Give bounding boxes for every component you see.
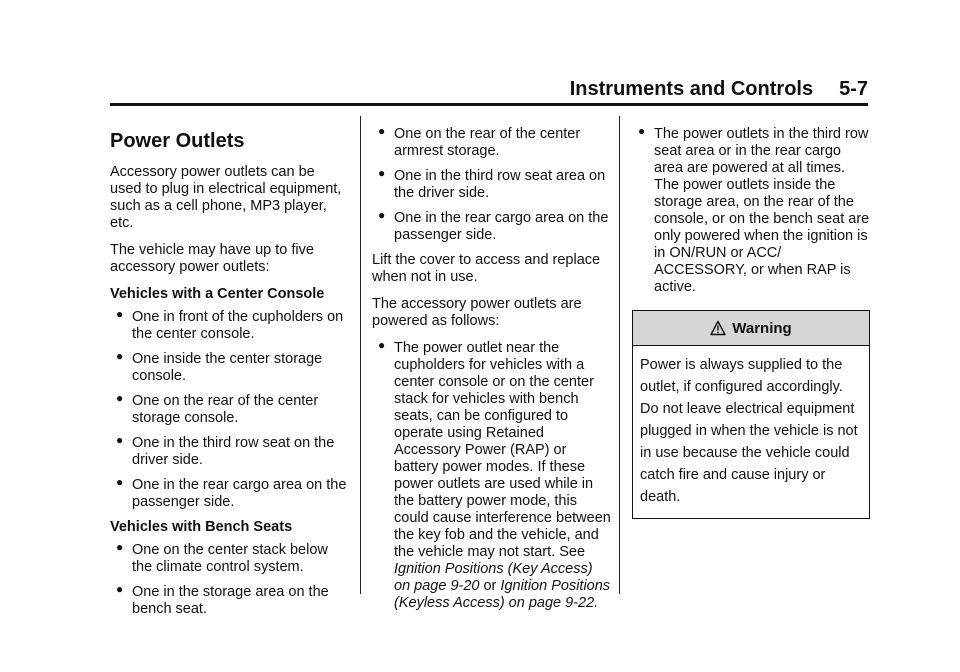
list-item: ● One inside the center storage console. <box>116 349 323 384</box>
console-subheading: Vehicles with a Center Console <box>110 286 325 302</box>
column-1 <box>110 118 350 626</box>
warning-box <box>632 310 870 519</box>
power-list-continued <box>632 126 870 296</box>
bullet-icon: ● <box>116 391 124 405</box>
bench-list <box>110 542 350 618</box>
bullet-icon: ● <box>116 307 124 321</box>
list-item: ● One in front of the cupholders on the center console. <box>116 307 344 342</box>
power-list <box>372 340 612 612</box>
warning-title: Warning <box>732 319 792 337</box>
list-item: ● One in the third row seat area on the driver side. <box>378 166 606 201</box>
column-3 <box>632 118 870 519</box>
cover-paragraph: Lift the cover to access and replace when not in use. <box>372 252 601 285</box>
column-divider-2 <box>619 116 620 594</box>
list-item: ● One on the center stack below the climate control system. <box>116 540 328 575</box>
bullet-icon: ● <box>378 338 386 352</box>
list-item: ● One in the rear cargo area on the passenger side. <box>116 475 347 510</box>
console-list <box>110 309 350 511</box>
list-item: ● One on the rear of the center armrest storage. <box>378 124 581 159</box>
list-item: ● One in the storage area on the bench seat. <box>116 582 329 617</box>
header-rule <box>110 103 868 106</box>
warning-header <box>633 311 869 346</box>
cross-reference-link[interactable]: Ignition Positions (Keyless Access) on page 9-22 <box>394 578 611 611</box>
warning-icon <box>710 320 726 336</box>
list-item: ● The power outlet near the cupholders for vehicles with a center console or on the center stack for vehicles with bench seats, can be configured to operate using Retained Accessory Power (RAP) or battery power modes. If these power outlets are used while in the battery power mode, this could cause interference between the key fob and the vehicle, and the vehicle may not start. See Ignition Positions (Key Access) on page 9-20 or Ignition Positions (Keyless Access) on page 9-22. <box>378 338 611 611</box>
page-number: 5-7 <box>839 78 868 100</box>
section-heading: Power Outlets <box>110 130 245 152</box>
outlet-count-paragraph: The vehicle may have up to five accessory power outlets: <box>110 242 314 275</box>
list-item: ● The power outlets in the third row seat area or in the rear cargo area are powered at all times. The power outlets inside the storage area, on the rear of the console, or on the bench seat are only powered when the ignition is in ON/RUN or ACC/ ACCESSORY, or when RAP is active. <box>638 124 870 295</box>
bullet-icon: ● <box>116 433 124 447</box>
warning-text: Power is always supplied to the outlet, if configured accordingly. Do not leave electrical equipment plugged in when the vehicle is not in use because the vehicle could catch fire and cause injury or death. <box>640 357 858 505</box>
bench-list-continued <box>372 126 612 244</box>
column-2 <box>372 118 612 620</box>
list-item: ● One in the rear cargo area on the passenger side. <box>378 208 609 243</box>
bullet-icon: ● <box>378 124 386 138</box>
bullet-icon: ● <box>638 124 646 138</box>
bullet-icon: ● <box>116 540 124 554</box>
column-divider-1 <box>360 116 361 594</box>
cross-reference-link[interactable]: Ignition Positions (Key Access) on page 9-20 <box>394 561 593 594</box>
bullet-icon: ● <box>116 582 124 596</box>
bench-subheading: Vehicles with Bench Seats <box>110 519 293 535</box>
powered-paragraph: The accessory power outlets are powered as follows: <box>372 296 582 329</box>
bullet-icon: ● <box>116 475 124 489</box>
list-item: ● One in the third row seat on the driver side. <box>116 433 335 468</box>
bullet-icon: ● <box>116 349 124 363</box>
page-header <box>570 78 868 101</box>
section-title: Instruments and Controls <box>569 78 814 100</box>
list-item: ● One on the rear of the center storage console. <box>116 391 319 426</box>
intro-paragraph: Accessory power outlets can be used to plug in electrical equipment, such as a cell phone, MP3 player, etc. <box>110 164 342 231</box>
bullet-icon: ● <box>378 208 386 222</box>
bullet-icon: ● <box>378 166 386 180</box>
